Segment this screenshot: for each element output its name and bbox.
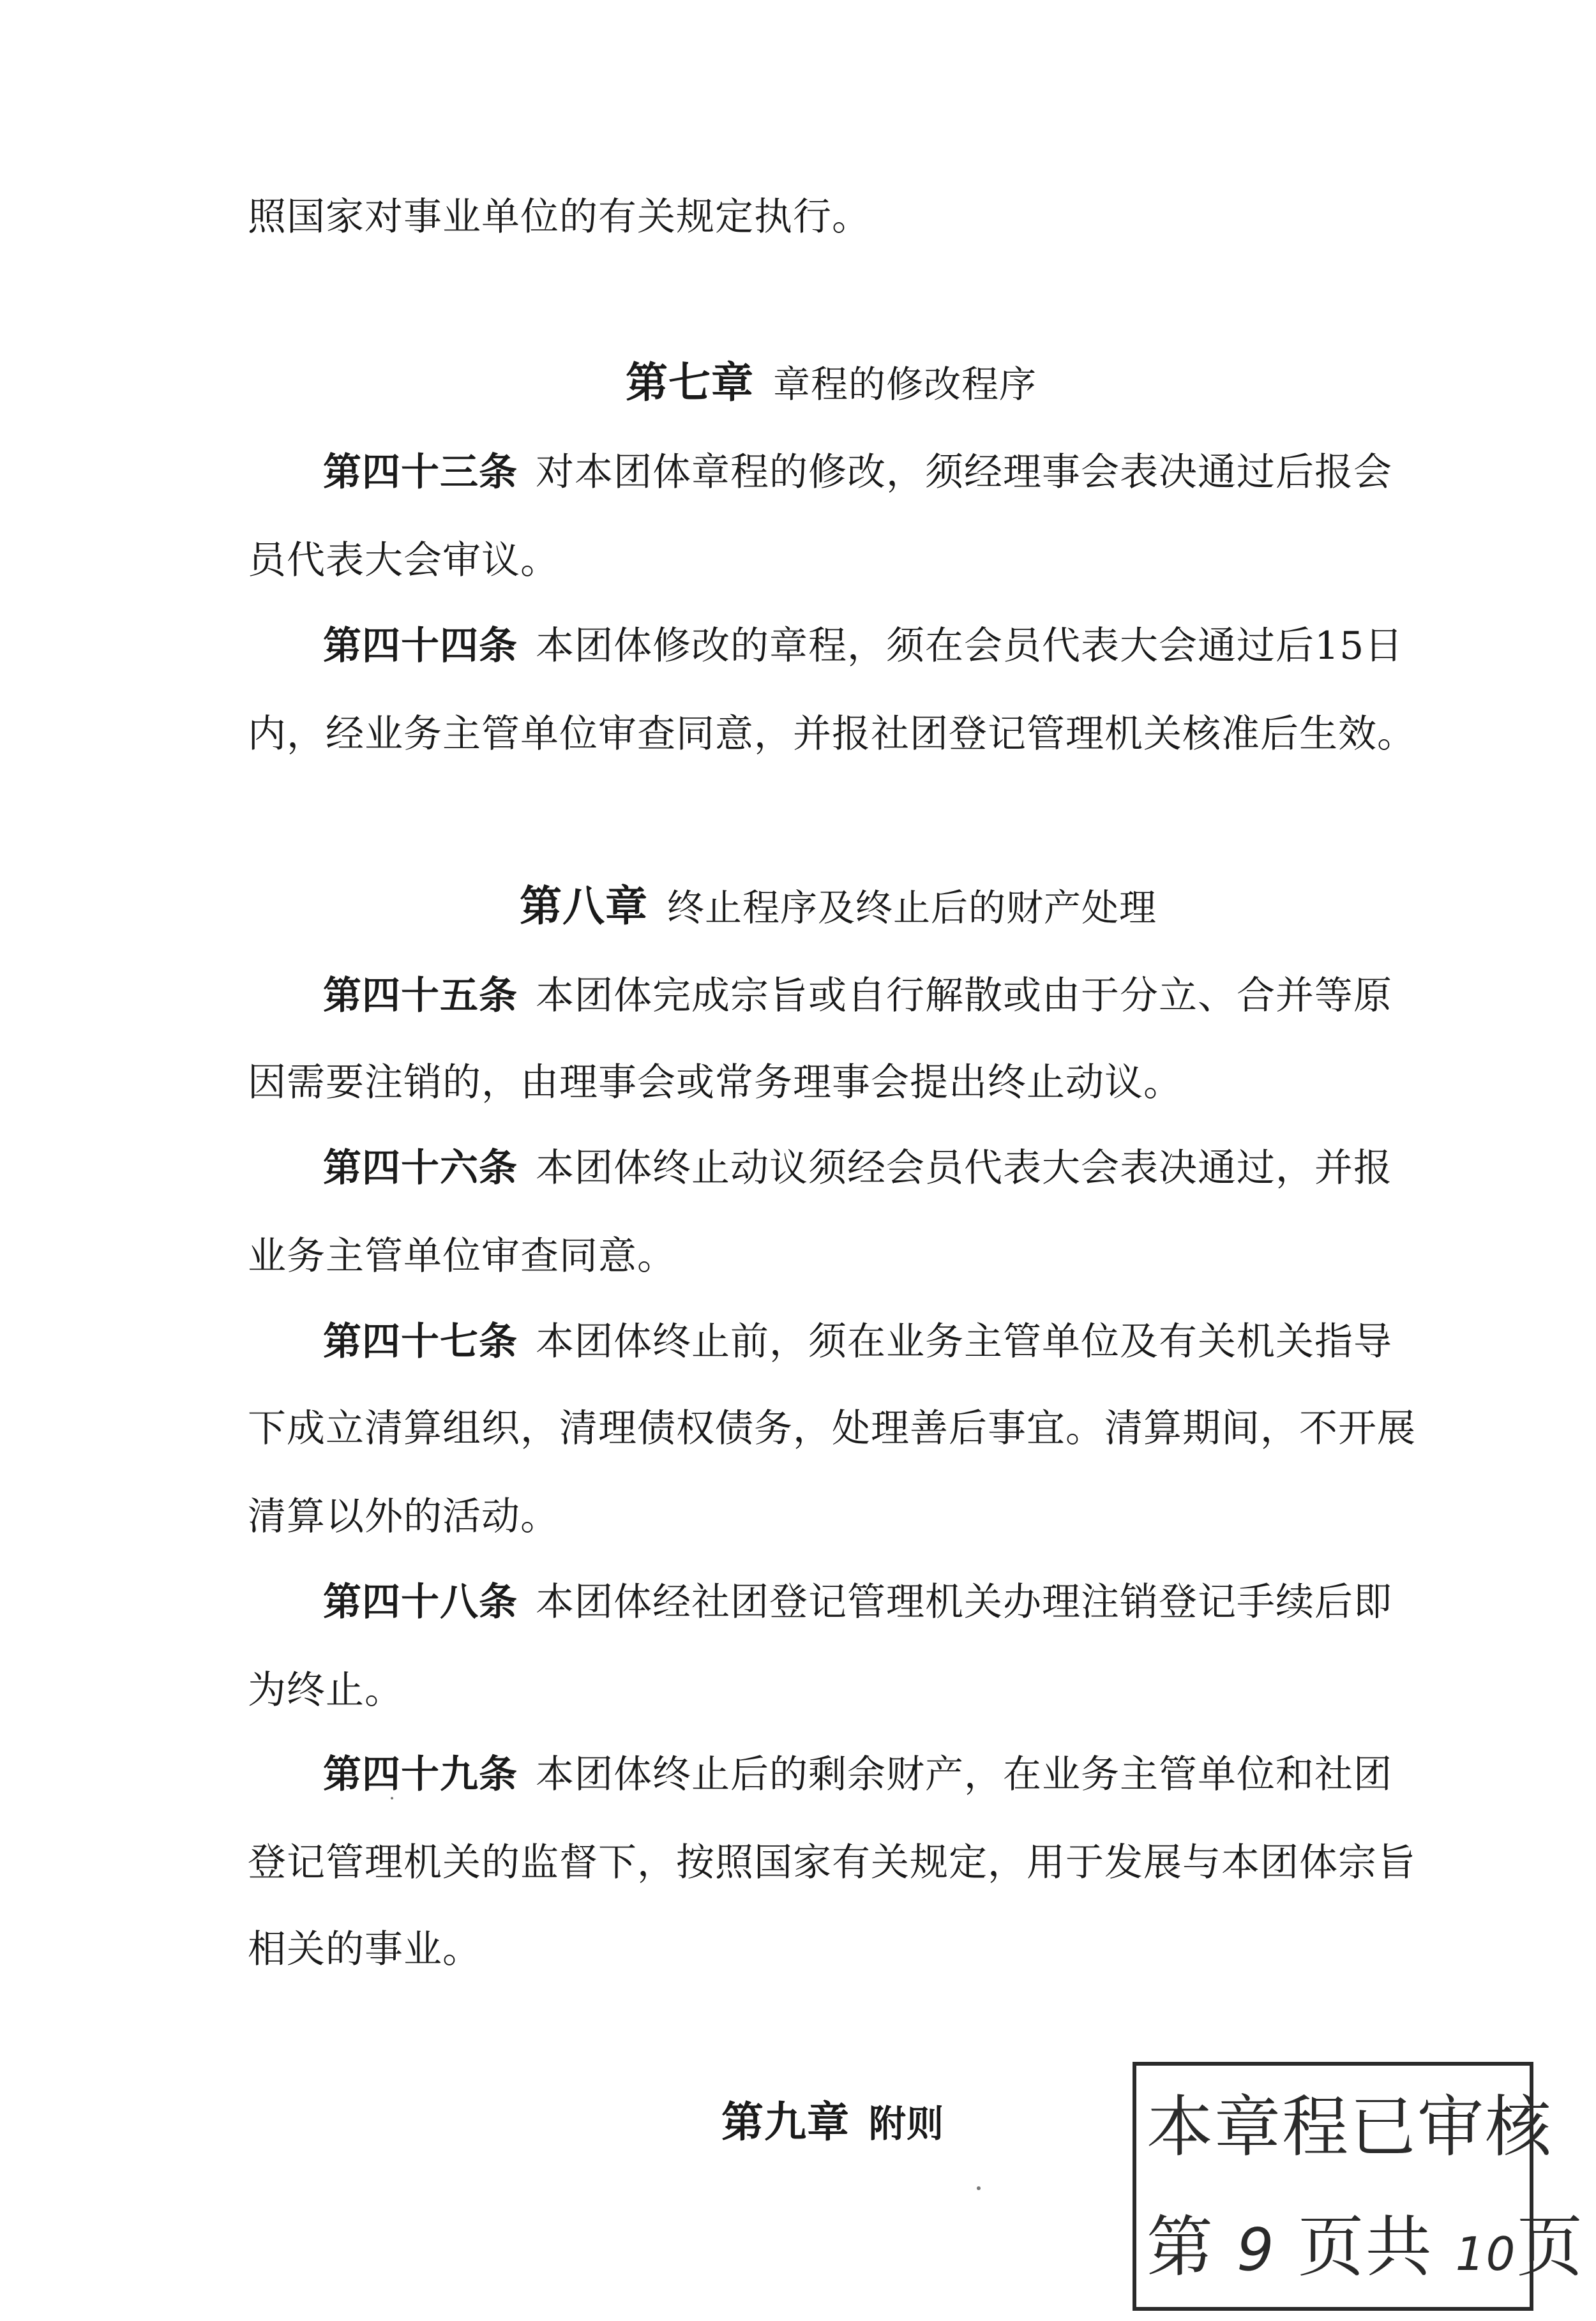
article-text: 对本团体章程的修改，须经理事会表决通过后报会 <box>536 450 1392 495</box>
article-48-line-1 <box>323 1577 1392 1628</box>
article-number: 第四十九条 <box>323 1752 518 1797</box>
article-49-line-1 <box>323 1749 1392 1800</box>
article-46-line-2: 业务主管单位审查同意。 <box>248 1234 676 1279</box>
chapter-title: 附则 <box>869 2102 945 2145</box>
scan-speck <box>977 2186 981 2190</box>
stamp-text: 第 <box>1147 2208 1215 2286</box>
article-46-line-1 <box>323 1143 1392 1194</box>
chapter-number: 第八章 <box>520 882 648 931</box>
chapter-title: 章程的修改程序 <box>773 363 1037 406</box>
article-number: 第四十五条 <box>323 973 518 1018</box>
article-text: 本团体终止前，须在业务主管单位及有关机关指导 <box>536 1319 1392 1364</box>
article-text: 本团体完成宗旨或自行解散或由于分立、合并等原 <box>536 973 1392 1018</box>
chapter-9-heading <box>721 2097 944 2149</box>
article-number: 第四十三条 <box>323 450 518 495</box>
body-line: 照国家对事业单位的有关规定执行。 <box>248 195 871 239</box>
article-43-line-2: 员代表大会审议。 <box>248 538 559 583</box>
stamp-page-number: 9 <box>1237 2216 1276 2284</box>
article-number: 第四十八条 <box>323 1580 518 1625</box>
chapter-number: 第九章 <box>721 2098 850 2147</box>
article-43-line-1 <box>323 447 1392 498</box>
approval-stamp <box>1133 2062 1585 2311</box>
article-45-line-2: 因需要注销的，由理事会或常务理事会提出终止动议。 <box>248 1060 1182 1105</box>
article-number: 第四十四条 <box>323 624 518 668</box>
article-text: 本团体终止后的剩余财产，在业务主管单位和社团 <box>536 1752 1392 1797</box>
article-49-line-2: 登记管理机关的监督下，按照国家有关规定，用于发展与本团体宗旨 <box>248 1840 1416 1885</box>
scan-speck <box>391 1797 393 1799</box>
article-text: 本团体经社团登记管理机关办理注销登记手续后即 <box>536 1580 1392 1625</box>
article-47-line-1 <box>323 1316 1392 1367</box>
article-47-line-3: 清算以外的活动。 <box>248 1494 559 1539</box>
chapter-7-heading <box>626 357 1037 410</box>
chapter-number: 第七章 <box>626 358 754 407</box>
chapter-title: 终止程序及终止后的财产处理 <box>667 886 1157 929</box>
article-44-line-2: 内，经业务主管单位审查同意，并报社团登记管理机关核准后生效。 <box>248 712 1416 756</box>
stamp-total-pages: 10 <box>1455 2227 1517 2281</box>
article-text: 本团体修改的章程，须在会员代表大会通过后15日 <box>536 624 1404 668</box>
article-number: 第四十七条 <box>323 1319 518 1364</box>
article-45-line-1 <box>323 970 1392 1021</box>
article-number: 第四十六条 <box>323 1146 518 1191</box>
article-48-line-2: 为终止。 <box>248 1668 403 1713</box>
stamp-line-1: 本章程已审核 <box>1147 2088 1553 2166</box>
article-text: 本团体终止动议须经会员代表大会表决通过，并报 <box>536 1146 1392 1191</box>
stamp-line-2 <box>1147 2209 1584 2292</box>
article-44-line-1 <box>323 620 1403 672</box>
article-47-line-2: 下成立清算组织，清理债权债务，处理善后事宜。清算期间，不开展 <box>248 1406 1416 1451</box>
article-49-line-3: 相关的事业。 <box>248 1927 481 1972</box>
stamp-text: 页共 <box>1297 2208 1433 2286</box>
chapter-8-heading <box>520 881 1157 933</box>
stamp-text: 页 <box>1516 2208 1585 2286</box>
